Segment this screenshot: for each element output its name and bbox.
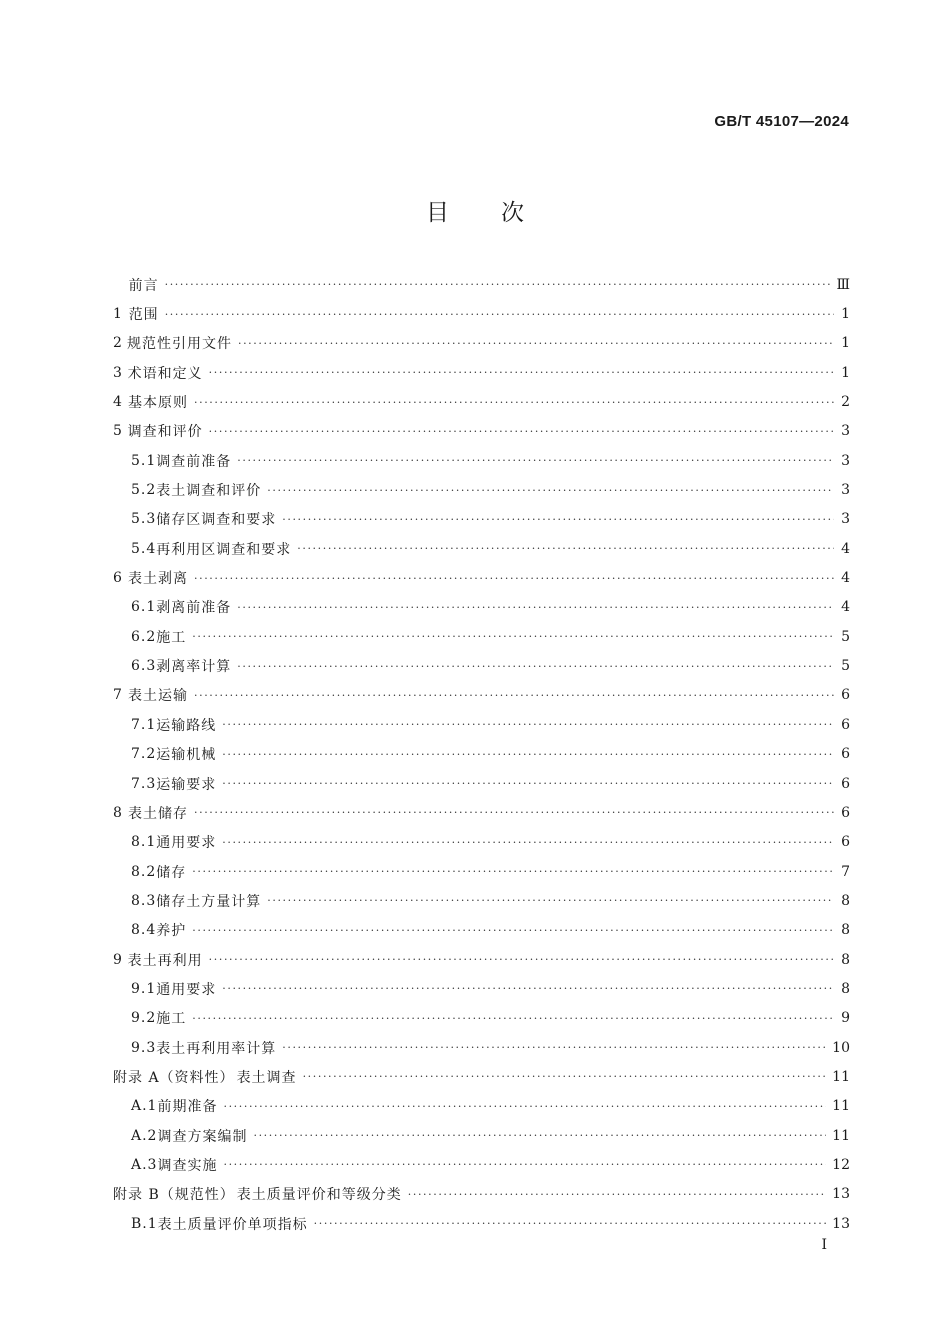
toc-entry[interactable] xyxy=(113,857,850,886)
toc-entry-label: 施工 xyxy=(156,1011,187,1028)
toc-leader-dots xyxy=(314,1217,827,1230)
toc-entry-label: 表土调查 xyxy=(236,1069,297,1086)
toc-entry-number: 5.1 xyxy=(131,452,157,469)
toc-leader-dots xyxy=(194,396,834,409)
toc-entry[interactable] xyxy=(113,563,850,592)
toc-leader-dots xyxy=(192,865,834,878)
toc-entry-number: B.1 xyxy=(131,1215,158,1232)
toc-entry[interactable] xyxy=(113,945,850,974)
toc-entry-number: 7.2 xyxy=(131,746,157,763)
toc-entry-number: 附录 A（资料性） xyxy=(113,1069,235,1086)
toc-entry-label: 前言 xyxy=(128,277,159,294)
toc-entry-page: 13 xyxy=(832,1215,850,1232)
toc-leader-dots xyxy=(194,572,834,585)
toc-entry[interactable] xyxy=(113,299,850,328)
toc-entry[interactable] xyxy=(113,446,850,475)
toc-entry-label: 再利用区调查和要求 xyxy=(156,541,292,558)
toc-entry-page: 8 xyxy=(841,980,850,997)
toc-entry-label: 表土再利用率计算 xyxy=(156,1040,277,1057)
standard-code: GB/T 45107—2024 xyxy=(714,113,849,130)
toc-entry-page: 10 xyxy=(832,1039,850,1056)
toc-entry-number: 6.3 xyxy=(131,658,157,675)
toc-entry-number: 8.4 xyxy=(131,922,157,939)
toc-entry[interactable] xyxy=(113,1033,850,1062)
toc-entry[interactable] xyxy=(113,505,850,534)
toc-entry-page: 8 xyxy=(841,892,850,909)
toc-entry-number: 6.2 xyxy=(131,628,157,645)
toc-entry-page: 4 xyxy=(841,599,850,616)
toc-leader-dots xyxy=(192,924,834,937)
toc-leader-dots xyxy=(253,1129,826,1142)
toc-entry-label: 调查实施 xyxy=(157,1157,218,1174)
toc-entry-label: 表土储存 xyxy=(128,805,188,822)
toc-entry-page: 6 xyxy=(841,746,850,763)
toc-entry-page: Ⅲ xyxy=(836,276,850,293)
toc-entry[interactable] xyxy=(113,974,850,1003)
toc-entry-label: 运输路线 xyxy=(156,717,217,734)
toc-entry-number: 5.2 xyxy=(131,482,157,499)
toc-entry-label: 基本原则 xyxy=(128,395,188,412)
toc-entry-number: 6.1 xyxy=(131,599,157,616)
toc-entry-number: 7.1 xyxy=(131,716,157,733)
toc-leader-dots xyxy=(297,542,834,555)
table-of-contents xyxy=(113,270,850,1238)
toc-leader-dots xyxy=(209,425,834,438)
toc-leader-dots xyxy=(282,1041,826,1054)
toc-entry-page: 12 xyxy=(832,1156,850,1173)
toc-leader-dots xyxy=(209,953,834,966)
toc-entry-number: A.1 xyxy=(131,1098,158,1115)
toc-entry[interactable] xyxy=(113,681,850,710)
toc-entry[interactable] xyxy=(113,417,850,446)
toc-leader-dots xyxy=(165,308,834,321)
toc-leader-dots xyxy=(222,777,834,790)
toc-leader-dots xyxy=(237,660,834,673)
toc-entry[interactable] xyxy=(113,769,850,798)
toc-entry-label: 调查方案编制 xyxy=(157,1128,248,1145)
toc-entry-number: 5 xyxy=(113,423,123,440)
toc-leader-dots xyxy=(222,836,834,849)
toc-entry-number: 5.4 xyxy=(131,540,157,557)
toc-entry-number: 8 xyxy=(113,804,123,821)
toc-leader-dots xyxy=(303,1070,827,1083)
toc-entry-number: 附录 B（规范性） xyxy=(113,1187,235,1204)
toc-entry-label: 养护 xyxy=(156,923,187,940)
toc-entry-page: 6 xyxy=(841,775,850,792)
toc-entry-page: 1 xyxy=(841,306,850,323)
toc-entry[interactable] xyxy=(113,387,850,416)
page-title: 目次 xyxy=(426,200,576,226)
toc-leader-dots xyxy=(223,1100,826,1113)
toc-leader-dots xyxy=(267,894,834,907)
toc-entry[interactable] xyxy=(113,1092,850,1121)
toc-entry-page: 6 xyxy=(841,716,850,733)
toc-entry-page: 6 xyxy=(841,804,850,821)
toc-entry[interactable] xyxy=(113,1180,850,1209)
toc-entry-label: 调查前准备 xyxy=(156,453,232,470)
toc-entry[interactable] xyxy=(113,1121,850,1150)
toc-entry-number: 9.3 xyxy=(131,1039,157,1056)
toc-entry-number: A.3 xyxy=(131,1156,158,1173)
toc-entry-label: 表土质量评价和等级分类 xyxy=(236,1187,402,1204)
toc-leader-dots xyxy=(222,718,834,731)
toc-entry-number: 9 xyxy=(113,951,123,968)
toc-entry-label: 规范性引用文件 xyxy=(126,336,232,353)
toc-leader-dots xyxy=(222,982,834,995)
toc-entry[interactable] xyxy=(113,886,850,915)
toc-entry[interactable] xyxy=(113,329,850,358)
toc-leader-dots xyxy=(282,513,834,526)
toc-entry-label: 表土调查和评价 xyxy=(156,483,262,500)
toc-entry-label: 运输机械 xyxy=(156,747,217,764)
toc-leader-dots xyxy=(192,1012,834,1025)
toc-entry[interactable] xyxy=(113,916,850,945)
toc-entry-number: 8.3 xyxy=(131,892,157,909)
toc-entry-page: 3 xyxy=(841,482,850,499)
toc-leader-dots xyxy=(237,601,834,614)
toc-entry-label: 剥离前准备 xyxy=(156,600,232,617)
toc-entry-page: 1 xyxy=(841,364,850,381)
toc-entry-page: 8 xyxy=(841,922,850,939)
toc-entry-label: 储存 xyxy=(156,864,187,881)
toc-entry-number: 7 xyxy=(113,687,123,704)
toc-entry[interactable] xyxy=(113,798,850,827)
toc-leader-dots xyxy=(192,630,834,643)
toc-entry-label: 调查和评价 xyxy=(127,424,203,441)
toc-leader-dots xyxy=(222,748,834,761)
toc-entry-page: 5 xyxy=(841,658,850,675)
toc-entry-page: 6 xyxy=(841,834,850,851)
toc-entry-label: 施工 xyxy=(156,629,187,646)
toc-entry[interactable] xyxy=(113,710,850,739)
toc-entry-number: 9.1 xyxy=(131,980,157,997)
toc-entry-page: 11 xyxy=(832,1098,850,1115)
toc-entry-number: 8.1 xyxy=(131,834,157,851)
toc-entry-page: 3 xyxy=(841,423,850,440)
toc-entry-label: 通用要求 xyxy=(156,835,217,852)
toc-entry[interactable] xyxy=(113,622,850,651)
toc-entry-page: 11 xyxy=(832,1127,850,1144)
toc-entry-page: 7 xyxy=(841,863,850,880)
toc-entry-page: 5 xyxy=(841,628,850,645)
toc-leader-dots xyxy=(267,484,834,497)
toc-entry-number: 2 xyxy=(113,335,123,352)
toc-entry-label: 剥离率计算 xyxy=(156,659,232,676)
toc-entry[interactable] xyxy=(113,651,850,680)
toc-entry-page: 1 xyxy=(841,335,850,352)
toc-entry-number: 9.2 xyxy=(131,1010,157,1027)
toc-entry-number: 8.2 xyxy=(131,863,157,880)
toc-entry-number: 4 xyxy=(113,394,123,411)
toc-entry-label: 表土剥离 xyxy=(128,571,188,588)
toc-entry-page: 9 xyxy=(841,1010,850,1027)
toc-entry-label: 储存区调查和要求 xyxy=(156,512,277,529)
toc-entry-page: 4 xyxy=(841,570,850,587)
toc-entry-number: 7.3 xyxy=(131,775,157,792)
toc-entry-number: 6 xyxy=(113,570,123,587)
toc-entry-number: 5.3 xyxy=(131,511,157,528)
toc-entry[interactable] xyxy=(113,1150,850,1179)
toc-entry[interactable] xyxy=(113,1209,850,1238)
toc-entry[interactable] xyxy=(113,828,850,857)
toc-entry-number: 3 xyxy=(113,364,123,381)
toc-leader-dots xyxy=(408,1188,826,1201)
toc-leader-dots xyxy=(238,337,834,350)
toc-entry[interactable] xyxy=(113,534,850,563)
toc-leader-dots xyxy=(194,689,834,702)
toc-entry-label: 范围 xyxy=(128,307,159,324)
toc-entry-page: 11 xyxy=(832,1068,850,1085)
toc-leader-dots xyxy=(165,278,831,291)
toc-entry[interactable] xyxy=(113,358,850,387)
toc-entry-label: 储存土方量计算 xyxy=(156,893,262,910)
toc-entry[interactable] xyxy=(113,1004,850,1033)
toc-entry-label: 运输要求 xyxy=(156,776,217,793)
toc-leader-dots xyxy=(209,366,834,379)
toc-entry-label: 表土再利用 xyxy=(127,952,203,969)
page-number: I xyxy=(821,1237,827,1253)
toc-leader-dots xyxy=(223,1158,826,1171)
toc-entry-page: 3 xyxy=(841,511,850,528)
toc-entry[interactable] xyxy=(113,1062,850,1091)
toc-entry-number: A.2 xyxy=(131,1127,158,1144)
toc-entry-number: 1 xyxy=(113,306,123,323)
toc-entry[interactable] xyxy=(113,475,850,504)
toc-entry-label: 通用要求 xyxy=(156,981,217,998)
toc-entry[interactable] xyxy=(113,270,850,299)
toc-entry-page: 4 xyxy=(841,540,850,557)
toc-entry-page: 3 xyxy=(841,452,850,469)
toc-leader-dots xyxy=(237,454,834,467)
toc-entry-label: 术语和定义 xyxy=(127,365,203,382)
toc-leader-dots xyxy=(194,806,834,819)
toc-entry-page: 13 xyxy=(832,1186,850,1203)
toc-entry[interactable] xyxy=(113,593,850,622)
toc-entry-page: 8 xyxy=(841,951,850,968)
toc-entry-label: 前期准备 xyxy=(157,1099,218,1116)
toc-entry-label: 表土质量评价单项指标 xyxy=(157,1216,308,1233)
toc-entry-page: 2 xyxy=(841,394,850,411)
toc-entry[interactable] xyxy=(113,740,850,769)
toc-entry-page: 6 xyxy=(841,687,850,704)
toc-entry-label: 表土运输 xyxy=(128,688,188,705)
